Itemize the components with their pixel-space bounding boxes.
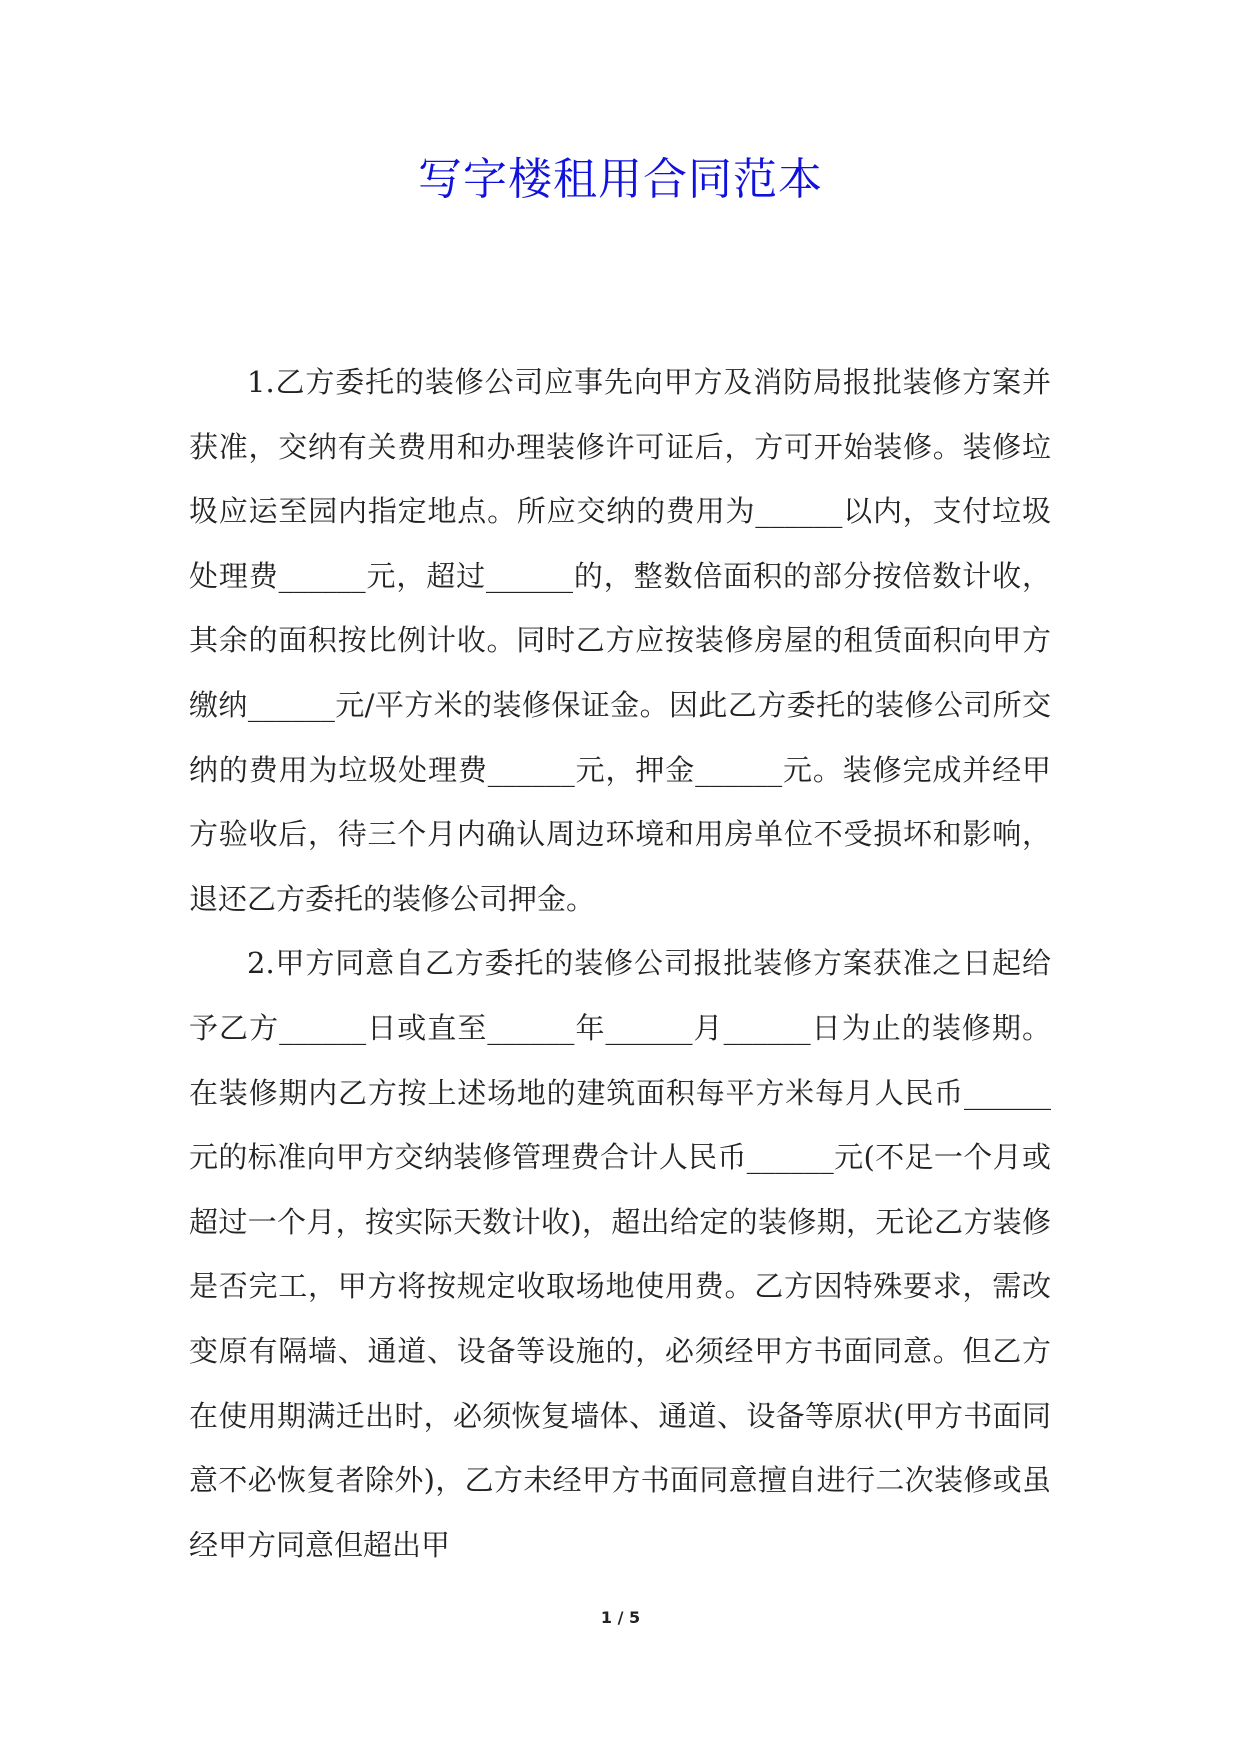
document-title: 写字楼租用合同范本	[418, 154, 823, 205]
paragraph-1: 1.乙方委托的装修公司应事先向甲方及消防局报批装修方案并获准，交纳有关费用和办理装修许可证后，方可开始装修。装修垃圾应运至园内指定地点。所应交纳的费用为______以内，支付垃圾处理费______元，超过______的，整数倍面积的部分按倍数计收，其余的面积按比例计收。同时乙方应按装修房屋的租赁面积向甲方缴纳______元/平方米的装修保证金。因此乙方委托的装修公司所交纳的费用为垃圾处理费______元，押金______元。装修完成并经甲方验收后，待三个月内确认周边环境和用房单位不受损坏和影响，退还乙方委托的装修公司押金。	[189, 365, 1051, 916]
document-body	[189, 350, 1051, 1577]
page-number: 1 / 5	[600, 1608, 641, 1627]
paragraph-2: 2.甲方同意自乙方委托的装修公司报批装修方案获准之日起给予乙方______日或直至______年______月______日为止的装修期。在装修期内乙方按上述场地的建筑面积每平方米每月人民币______元的标准向甲方交纳装修管理费合计人民币______元(不足一个月或超过一个月，按实际天数计收)，超出给定的装修期，无论乙方装修是否完工，甲方将按规定收取场地使用费。乙方因特殊要求，需改变原有隔墙、通道、设备等设施的，必须经甲方书面同意。但乙方在使用期满迁出时，必须恢复墙体、通道、设备等原状(甲方书面同意不必恢复者除外)，乙方未经甲方书面同意擅自进行二次装修或虽经甲方同意但超出甲	[189, 946, 1051, 1562]
